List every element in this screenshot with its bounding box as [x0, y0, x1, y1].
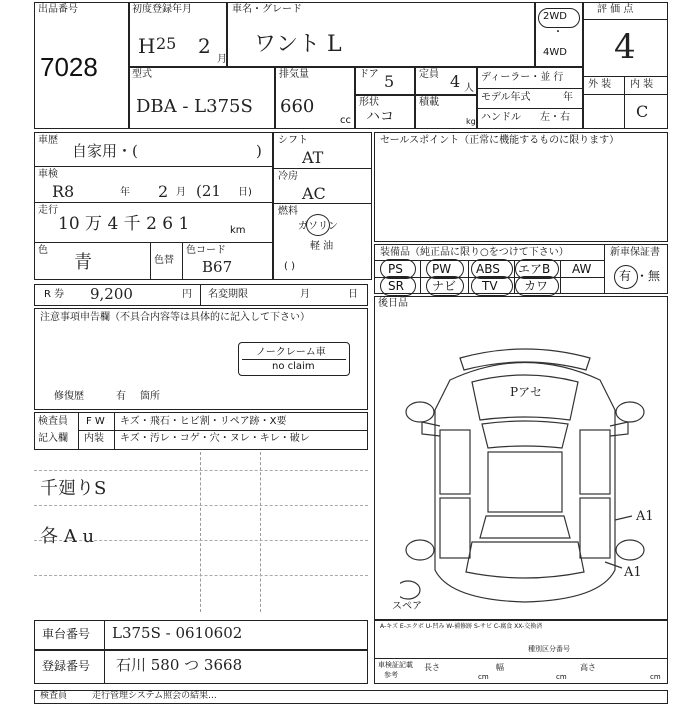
inspector-interior-label: 内装 [84, 433, 104, 444]
capacity-label: 定員 [419, 69, 439, 80]
score-label: 評 価 点 [597, 4, 634, 15]
width-unit: cm [556, 673, 567, 681]
legend-h1 [374, 658, 668, 659]
equip-navi: ナビ [432, 279, 457, 293]
repair-value: 有 [116, 391, 126, 402]
damage-mark-2 [605, 562, 622, 568]
displacement-label: 排気量 [279, 69, 309, 80]
capacity-value: 4 [450, 72, 461, 91]
left-rear-door [440, 498, 470, 558]
name-change-month: 月 [300, 289, 310, 300]
shaken-year-unit: 年 [120, 187, 130, 198]
equip-v1 [420, 260, 421, 294]
doors-label: ドア [359, 69, 379, 80]
equip-abs: ABS [476, 262, 500, 276]
inspector-v2 [114, 412, 115, 450]
ext-int-h [582, 94, 668, 95]
fuel-diesel: 軽 油 [310, 241, 334, 252]
model-year-unit: 年 [563, 92, 573, 103]
first-reg-month-unit: 月 [217, 54, 227, 65]
inspector-h [78, 430, 368, 431]
shaken-value: R8 [52, 182, 75, 201]
ac-label: 冷房 [278, 171, 298, 182]
history-value: 自家用・( [72, 142, 138, 160]
lot-number: 7028 [40, 52, 98, 82]
equip-ps: PS [388, 262, 403, 276]
diagram-note-top: Pアセ [510, 385, 542, 399]
warranty-label: 新車保証書 [610, 247, 660, 258]
equip-sr: SR [388, 279, 404, 293]
equip-v5 [604, 244, 605, 294]
footer-label: 検査員 [40, 691, 68, 701]
legend-text: A-キズ E-エクボ U-凹み W-補修跡 S-サビ C-腐食 XX-交換済 [380, 623, 543, 630]
car-diagram [400, 340, 650, 615]
right-rear-door [580, 498, 610, 558]
height-label: 高さ [580, 663, 596, 672]
rear-hatch [466, 542, 584, 578]
score-value: 4 [614, 27, 636, 67]
displacement-value: 660 [280, 96, 315, 117]
score-label-divider [582, 19, 668, 20]
handle-value: 左・右 [540, 112, 570, 123]
rear-window [480, 516, 570, 538]
ac-div [272, 203, 372, 204]
interior-items: キズ・汚レ・コゲ・穴・ヌレ・キレ・破レ [120, 433, 310, 444]
dealer-divider-2 [476, 108, 584, 109]
chassis-div [104, 620, 105, 650]
shift-div [272, 168, 372, 169]
right-front-door [580, 430, 610, 494]
model-grade-label: 車名・グレード [232, 4, 302, 15]
ac-value: AC [302, 184, 326, 203]
equip-navi-circle [426, 276, 464, 296]
shift-value: AT [302, 148, 324, 167]
color-code-label: 色コード [186, 245, 226, 256]
color-value: 青 [74, 252, 92, 273]
warranty-yes: 有 [619, 269, 632, 283]
shift-label: シフト [278, 135, 308, 146]
mileage-label: 走行 [38, 205, 58, 216]
recycle-label: R 券 [44, 289, 65, 300]
wheel-rear-left [406, 540, 434, 560]
fw-items: キズ・飛石・ヒビ割・リペア跡・X要 [120, 416, 287, 427]
lot-label: 出品番号 [38, 4, 78, 15]
dims-label: 車検証記載 [378, 661, 413, 669]
color-change-label: 色替 [154, 255, 174, 266]
length-label: 長さ [424, 663, 440, 672]
equip-airbag: エアB [518, 262, 551, 276]
first-reg-label: 初度登録年月 [132, 4, 192, 15]
first-reg-month: 2 [198, 34, 211, 58]
recycle-unit: 円 [182, 289, 192, 300]
load-label: 積載 [419, 97, 439, 108]
spec-code-label: 種別区分番号 [528, 645, 570, 653]
drive-4wd: 4WD [543, 47, 567, 58]
noclaim-sub: no claim [272, 361, 315, 372]
handwritten-note-1: 千廻りS [40, 478, 107, 499]
drive-2wd: 2WD [543, 11, 567, 22]
repair-place: 箇所 [140, 391, 160, 402]
dims-ref: 参考 [384, 671, 398, 679]
chassis-label: 車台番号 [42, 627, 91, 641]
noclaim-title: ノークレーム車 [256, 347, 326, 358]
caution-label: 注意事項申告欄（不具合内容等は具体的に記入して下さい） [40, 312, 310, 323]
load-unit: kg [466, 117, 476, 126]
color-code-div [182, 242, 183, 280]
equip-v2 [468, 260, 469, 294]
sales-box [374, 132, 668, 242]
shaken-day: (21 [196, 182, 221, 200]
diagram-note-right-2: A1 [624, 565, 642, 580]
handle-label: ハンドル [481, 112, 521, 123]
left-front-door [440, 430, 470, 494]
reg-value: 石川 580 つ 3668 [116, 656, 243, 674]
windshield [482, 421, 568, 448]
reg-div [104, 650, 105, 684]
shaken-day-unit: 日) [238, 187, 252, 198]
model-year-label: モデル年式 [481, 92, 531, 103]
warranty-no: ・無 [636, 269, 661, 283]
equip-aw: AW [572, 262, 592, 276]
front-bumper [460, 349, 590, 370]
color-code-value: B67 [202, 258, 233, 276]
drive-dot: ・ [553, 27, 563, 38]
exterior-label: 外 装 [588, 79, 612, 90]
score-divider [582, 76, 668, 77]
fuel-label: 燃料 [278, 206, 298, 217]
diagram-note-right-1: A1 [636, 509, 654, 524]
post-install-label: 後日品 [378, 298, 408, 309]
shaken-label: 車検 [38, 169, 58, 180]
wheel-rear-right [616, 540, 644, 560]
spare-label: スペア [392, 601, 422, 612]
fuel-paren: ( ) [284, 261, 295, 272]
recycle-row [34, 284, 368, 306]
chassis-value: L375S - 0610602 [112, 624, 243, 642]
capacity-unit: 人 [464, 83, 474, 94]
equip-sr-circle [380, 276, 416, 296]
type-value: DBA - L375S [136, 96, 253, 117]
name-change-day: 日 [348, 289, 358, 300]
mileage-value: 10 万 4 千 2 6 1 [58, 214, 190, 234]
right-mirror [610, 422, 628, 436]
history-label: 車歴 [38, 135, 58, 146]
model-name: ワント L [254, 32, 342, 57]
free-area-hline-4 [34, 575, 368, 576]
equip-v4 [560, 260, 561, 294]
shape-label: 形状 [359, 97, 379, 108]
roof [488, 452, 562, 512]
interior-grade: C [636, 102, 649, 121]
history-div-1 [34, 166, 274, 167]
sales-label: セールスポイント（正常に機能するものに限ります） [380, 135, 620, 146]
doors-value: 5 [384, 72, 395, 91]
wheel-front-left [406, 402, 434, 422]
spare-wheel [400, 581, 420, 599]
history-close: ) [256, 142, 262, 160]
free-area-hline-2 [34, 505, 368, 506]
repair-label: 修復歴 [54, 391, 84, 402]
handwritten-note-2: 各 A u [40, 526, 95, 547]
interior-label: 内 装 [630, 79, 654, 90]
entry-label: 記入欄 [38, 433, 68, 444]
type-label: 型式 [132, 69, 152, 80]
ext-int-divider [624, 76, 625, 129]
equip-leather-circle [515, 276, 559, 296]
damage-mark-1 [615, 516, 632, 520]
color-label: 色 [38, 245, 48, 256]
inspector-label: 検査員 [38, 416, 68, 427]
noclaim-sep [242, 359, 346, 360]
shaken-month-unit: 月 [176, 187, 186, 198]
equip-tv: TV [482, 279, 498, 293]
history-div-3 [34, 242, 274, 243]
left-mirror [422, 422, 440, 436]
equip-tv-circle [471, 276, 513, 296]
equip-leather: カワ [524, 279, 549, 293]
free-area-hline-1 [34, 470, 368, 471]
length-unit: cm [478, 673, 489, 681]
fw-label: F W [86, 416, 105, 427]
mileage-unit: km [230, 225, 246, 236]
inspector-v1 [78, 412, 79, 450]
dealer-divider-1 [476, 88, 584, 89]
fuel-gas: ガソリン [298, 221, 338, 232]
displacement-unit: cc [340, 115, 351, 126]
shaken-month: 2 [158, 182, 169, 201]
free-area-dash-2 [260, 452, 261, 612]
dealer-label: ディーラー・並 行 [481, 72, 564, 83]
footer-text: 走行管理システム照会の結果... [92, 691, 217, 701]
recycle-value: 9,200 [90, 285, 133, 303]
color-div [150, 242, 151, 280]
width-label: 幅 [496, 663, 504, 672]
shape-value: ハコ [366, 109, 394, 125]
equipment-label: 装備品（純正品に限り○をつけて下さい） [380, 247, 569, 258]
name-change-label: 名変期限 [208, 289, 248, 300]
equip-pw: PW [432, 262, 452, 276]
history-div-2 [34, 202, 274, 203]
first-reg-year: 25 [156, 34, 177, 53]
recycle-div [200, 284, 201, 306]
first-reg-era: H [138, 34, 156, 58]
wheel-front-right [616, 402, 644, 422]
reg-label: 登録番号 [42, 659, 91, 673]
free-area-dash-1 [200, 452, 201, 612]
height-unit: cm [650, 673, 661, 681]
